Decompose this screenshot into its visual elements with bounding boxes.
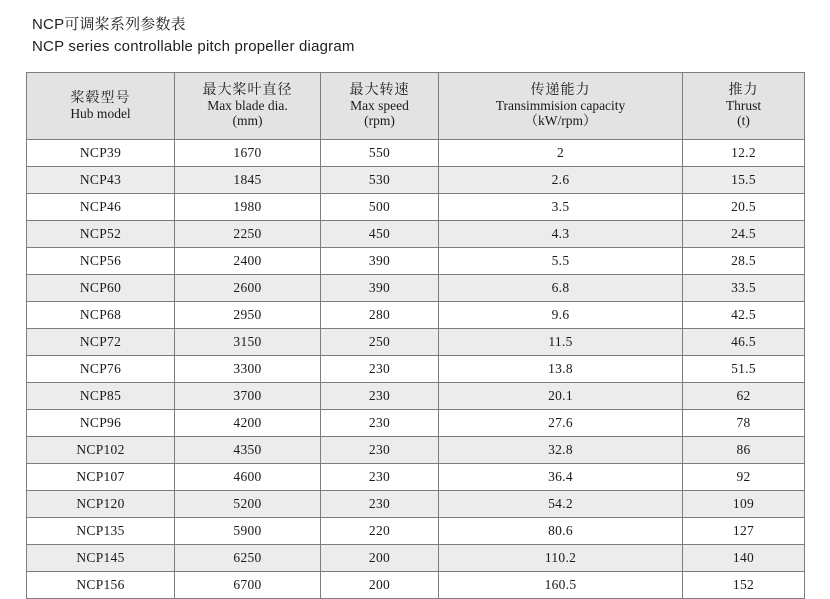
table-cell: 5.5 <box>439 248 683 275</box>
table-cell: 1845 <box>175 167 321 194</box>
table-cell: 92 <box>683 464 805 491</box>
table-header-row <box>27 73 805 140</box>
table-cell: 4600 <box>175 464 321 491</box>
column-header-cn: 传递能力 <box>530 81 591 97</box>
table-cell: 20.5 <box>683 194 805 221</box>
page-title-cn: NCP可调桨系列参数表 <box>32 16 186 33</box>
table-cell: 2250 <box>175 221 321 248</box>
table-cell: NCP52 <box>27 221 175 248</box>
table-cell: NCP60 <box>27 275 175 302</box>
table-cell: 1980 <box>175 194 321 221</box>
table-row <box>27 545 805 572</box>
table-cell: 5900 <box>175 518 321 545</box>
table-cell: 27.6 <box>439 410 683 437</box>
column-header-en-line2: (t) <box>737 113 750 128</box>
table-row <box>27 464 805 491</box>
table-cell: 230 <box>321 437 439 464</box>
table-row <box>27 437 805 464</box>
table-cell: 36.4 <box>439 464 683 491</box>
table-cell: NCP46 <box>27 194 175 221</box>
table-cell: 500 <box>321 194 439 221</box>
column-header-cn: 最大转速 <box>349 81 410 97</box>
table-cell: NCP68 <box>27 302 175 329</box>
table-cell: 230 <box>321 383 439 410</box>
table-cell: 127 <box>683 518 805 545</box>
column-header-max-speed <box>321 73 439 140</box>
table-cell: 2600 <box>175 275 321 302</box>
table-header <box>27 73 805 140</box>
table-cell: 390 <box>321 275 439 302</box>
table-cell: 28.5 <box>683 248 805 275</box>
table-cell: 230 <box>321 491 439 518</box>
table-cell: 152 <box>683 572 805 599</box>
table-cell: NCP107 <box>27 464 175 491</box>
document-titles <box>32 14 804 58</box>
table-cell: 6250 <box>175 545 321 572</box>
column-header-en-line1: Max blade dia. <box>207 98 288 113</box>
table-cell: NCP120 <box>27 491 175 518</box>
table-cell: 6700 <box>175 572 321 599</box>
table-cell: 230 <box>321 356 439 383</box>
page-title-en: NCP series controllable pitch propeller diagram <box>32 38 355 55</box>
table-row <box>27 410 805 437</box>
table-row <box>27 356 805 383</box>
table-cell: 5200 <box>175 491 321 518</box>
table-cell: NCP39 <box>27 140 175 167</box>
table-cell: 33.5 <box>683 275 805 302</box>
table-cell: 3.5 <box>439 194 683 221</box>
column-header-cn: 推力 <box>728 81 759 97</box>
column-header-thrust <box>683 73 805 140</box>
table-cell: 42.5 <box>683 302 805 329</box>
table-row <box>27 572 805 599</box>
table-row <box>27 221 805 248</box>
table-cell: NCP43 <box>27 167 175 194</box>
table-row <box>27 140 805 167</box>
table-cell: 200 <box>321 572 439 599</box>
table-cell: 51.5 <box>683 356 805 383</box>
table-cell: 3150 <box>175 329 321 356</box>
table-cell: 78 <box>683 410 805 437</box>
table-cell: 160.5 <box>439 572 683 599</box>
table-cell: 4.3 <box>439 221 683 248</box>
table-cell: NCP156 <box>27 572 175 599</box>
table-cell: 15.5 <box>683 167 805 194</box>
table-cell: NCP102 <box>27 437 175 464</box>
table-cell: NCP135 <box>27 518 175 545</box>
table-cell: 46.5 <box>683 329 805 356</box>
spec-table <box>26 72 805 599</box>
column-header-en-line1: Thrust <box>725 98 762 113</box>
table-body <box>27 140 805 599</box>
table-cell: 110.2 <box>439 545 683 572</box>
table-cell: 390 <box>321 248 439 275</box>
column-header-en-line1: Transimmision capacity <box>495 98 626 113</box>
column-header-en-line2: (rpm) <box>364 113 395 128</box>
table-cell: 280 <box>321 302 439 329</box>
table-cell: 2 <box>439 140 683 167</box>
table-cell: 140 <box>683 545 805 572</box>
column-header-en-line2: （kW/rpm） <box>524 113 597 128</box>
table-cell: 20.1 <box>439 383 683 410</box>
table-row <box>27 248 805 275</box>
table-cell: 54.2 <box>439 491 683 518</box>
column-header-en-line2: (mm) <box>232 113 263 128</box>
table-cell: 24.5 <box>683 221 805 248</box>
table-cell: 230 <box>321 410 439 437</box>
table-row <box>27 329 805 356</box>
table-cell: 4200 <box>175 410 321 437</box>
table-row <box>27 518 805 545</box>
table-cell: 2400 <box>175 248 321 275</box>
table-cell: 530 <box>321 167 439 194</box>
table-cell: 4350 <box>175 437 321 464</box>
table-cell: 62 <box>683 383 805 410</box>
column-header-cn: 桨毂型号 <box>70 88 131 105</box>
table-cell: 3700 <box>175 383 321 410</box>
column-header-max-blade-dia <box>175 73 321 140</box>
table-cell: 450 <box>321 221 439 248</box>
table-row <box>27 383 805 410</box>
table-cell: 230 <box>321 464 439 491</box>
column-header-en-line1: Hub model <box>70 105 131 121</box>
column-header-cn: 最大桨叶直径 <box>202 81 293 97</box>
table-cell: NCP96 <box>27 410 175 437</box>
table-cell: 2950 <box>175 302 321 329</box>
table-cell: NCP72 <box>27 329 175 356</box>
column-header-transmission-capacity <box>439 73 683 140</box>
column-header-hub-model <box>27 73 175 140</box>
table-cell: 220 <box>321 518 439 545</box>
table-cell: 9.6 <box>439 302 683 329</box>
table-cell: 2.6 <box>439 167 683 194</box>
table-cell: NCP56 <box>27 248 175 275</box>
table-cell: 250 <box>321 329 439 356</box>
table-cell: 86 <box>683 437 805 464</box>
table-cell: 1670 <box>175 140 321 167</box>
table-row <box>27 194 805 221</box>
table-row <box>27 491 805 518</box>
table-cell: 200 <box>321 545 439 572</box>
table-row <box>27 302 805 329</box>
table-cell: 32.8 <box>439 437 683 464</box>
table-row <box>27 167 805 194</box>
table-cell: 80.6 <box>439 518 683 545</box>
table-cell: 13.8 <box>439 356 683 383</box>
table-cell: NCP76 <box>27 356 175 383</box>
table-cell: 3300 <box>175 356 321 383</box>
table-cell: 109 <box>683 491 805 518</box>
table-cell: NCP145 <box>27 545 175 572</box>
table-row <box>27 275 805 302</box>
table-cell: 6.8 <box>439 275 683 302</box>
table-cell: NCP85 <box>27 383 175 410</box>
table-cell: 550 <box>321 140 439 167</box>
table-cell: 11.5 <box>439 329 683 356</box>
column-header-en-line1: Max speed <box>350 98 409 113</box>
table-cell: 12.2 <box>683 140 805 167</box>
